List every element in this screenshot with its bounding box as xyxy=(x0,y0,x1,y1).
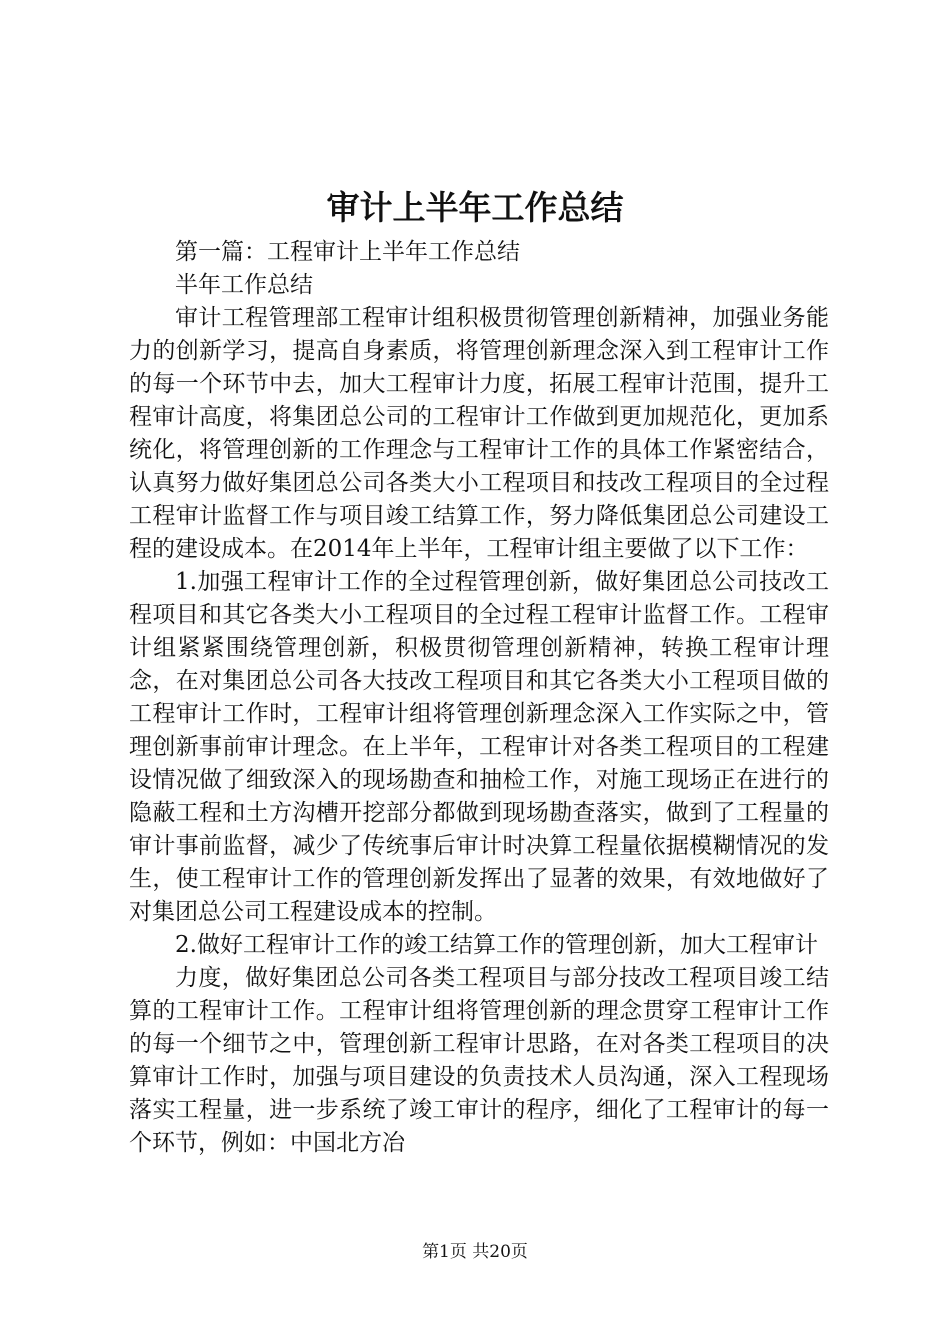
document-body xyxy=(129,236,829,1160)
paragraph: 2.做好工程审计工作的竣工结算工作的管理创新，加大工程审计 xyxy=(175,932,818,958)
section-heading: 半年工作总结 xyxy=(175,272,313,298)
paragraph: 审计工程管理部工程审计组积极贯彻管理创新精神，加强业务能力的创新学习，提高自身素质，将管理创新理念深入到工程审计工作的每一个环节中去，加大工程审计力度，拓展工程审计范围，提升工程审计高度，将集团总公司的工程审计工作做到更加规范化，更加系统化，将管理创新的工作理念与工程审计工作的具体工作紧密结合，认真努力做好集团总公司各类大小工程项目和技改工程项目的全过程工程审计监督工作与项目竣工结算工作，努力降低集团总公司建设工程的建设成本。在2014年上半年，工程审计组主要做了以下工作： xyxy=(129,305,829,562)
document-title: 审计上半年工作总结 xyxy=(326,188,624,227)
page-footer: 第1页 共20页 xyxy=(422,1242,528,1262)
paragraph: 1.加强工程审计工作的全过程管理创新，做好集团总公司技改工程项目和其它各类大小工程项目的全过程工程审计监督工作。工程审计组紧紧围绕管理创新，积极贯彻管理创新精神，转换工程审计理念，在对集团总公司各大技改工程项目和其它各类大小工程项目做的工程审计工作时，工程审计组将管理创新理念深入工作实际之中，管理创新事前审计理念。在上半年，工程审计对各类工程项目的工程建设情况做了细致深入的现场勘查和抽检工作，对施工现场正在进行的隐蔽工程和土方沟槽开挖部分都做到现场勘查落实，做到了工程量的审计事前监督，减少了传统事后审计时决算工程量依据模糊情况的发生，使工程审计工作的管理创新发挥出了显著的效果，有效地做好了对集团总公司工程建设成本的控制。 xyxy=(129,569,829,925)
subtitle: 第一篇：工程审计上半年工作总结 xyxy=(175,239,520,265)
paragraph: 力度，做好集团总公司各类工程项目与部分技改工程项目竣工结算的工程审计工作。工程审计组将管理创新的理念贯穿工程审计工作的每一个细节之中，管理创新工程审计思路，在对各类工程项目的决算审计工作时，加强与项目建设的负责技术人员沟通，深入工程现场落实工程量，进一步系统了竣工审计的程序，细化了工程审计的每一个环节，例如：中国北方冶 xyxy=(129,965,829,1156)
